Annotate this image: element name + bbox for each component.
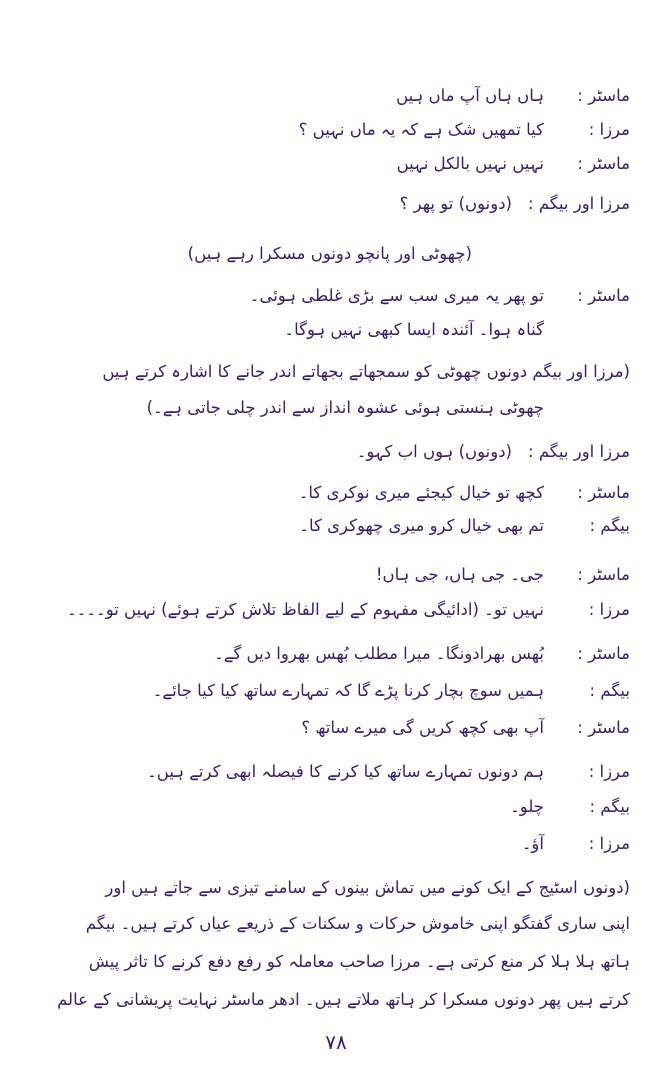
stage-direction: (چھوٹی اور پانچو دونوں مسکرا رہے ہیں) bbox=[187, 244, 472, 263]
speaker-label: مرزا : bbox=[588, 120, 630, 139]
speaker-label: مرزا اور بیگم : bbox=[528, 442, 630, 461]
dialogue-line: تم بھی خیال کرو میری چھوکری کا۔ bbox=[299, 516, 544, 535]
speaker-label: بیگم : bbox=[589, 797, 630, 816]
stage-direction: کرتے ہیں پھر دونوں مسکرا کر ہاتھ ملاتے ہیں۔ ادھر ماسٹر نہایت پریشانی کے عالم bbox=[57, 990, 630, 1009]
dialogue-line: (دونوں) ہوں اب کہو۔ bbox=[356, 442, 512, 461]
stage-direction: چھوٹی ہنستی ہوئی عشوہ انداز سے اندر چلی جاتی ہے۔) bbox=[146, 398, 544, 417]
dialogue-line: چلو۔ bbox=[510, 797, 544, 816]
dialogue-line: نہیں تو۔ (ادائیگی مفہوم کے لیے الفاظ تلاش کرتے ہوئے) نہیں تو۔۔۔۔ bbox=[67, 600, 544, 619]
dialogue-line: تو پھر یہ میری سب سے بڑی غلطی ہوئی۔ bbox=[249, 286, 544, 305]
dialogue-line: ہم دونوں تمہارے ساتھ کیا کرنے کا فیصلہ ابھی کرتے ہیں۔ bbox=[147, 762, 544, 781]
dialogue-line: گناہ ہوا۔ آئندہ ایسا کبھی نہیں ہوگا۔ bbox=[284, 320, 544, 339]
page-number: ۷۸ bbox=[325, 1030, 347, 1054]
dialogue-line: (دونوں) تو پھر ؟ bbox=[399, 194, 512, 213]
dialogue-line: نہیں نہیں بالکل نہیں bbox=[396, 154, 544, 173]
speaker-label: ماسٹر : bbox=[577, 644, 630, 663]
speaker-label: ماسٹر : bbox=[577, 286, 630, 305]
dialogue-line: کیا تمھیں شک ہے کہ یہ ماں نہیں ؟ bbox=[298, 120, 544, 139]
stage-direction: (دونوں اسٹیج کے ایک کونے میں تماش بینوں کے سامنے تیزی سے جاتے ہیں اور bbox=[105, 878, 630, 897]
speaker-label: مرزا : bbox=[588, 600, 630, 619]
speaker-label: ماسٹر : bbox=[577, 483, 630, 502]
stage-direction: (مرزا اور بیگم دونوں چھوٹی کو سمجھاتے بجھاتے اندر جانے کا اشارہ کرتے ہیں bbox=[102, 362, 630, 381]
stage-direction: اپنی ساری گفتگو اپنی خاموش حرکات و سکنات کے ذریعے عیاں کرتے ہیں۔ بیگم bbox=[85, 914, 630, 933]
stage-direction: ہاتھ ہلا ہلا کر منع کرتی ہے۔ مرزا صاحب معاملہ کو رفع دفع کرنے کا تاثر پیش bbox=[88, 952, 630, 971]
dialogue-line: آؤ۔ bbox=[521, 834, 544, 853]
dialogue-line: بُھس بھرادونگا۔ میرا مطلب بُھس بھروا دیں گے۔ bbox=[214, 644, 544, 663]
speaker-label: مرزا اور بیگم : bbox=[528, 194, 630, 213]
dialogue-line: آپ بھی کچھ کریں گی میرے ساتھ ؟ bbox=[301, 718, 544, 737]
speaker-label: ماسٹر : bbox=[577, 154, 630, 173]
dialogue-line: کچھ تو خیال کیجئے میری نوکری کا۔ bbox=[298, 483, 544, 502]
speaker-label: ماسٹر : bbox=[577, 718, 630, 737]
speaker-label: ماسٹر : bbox=[577, 86, 630, 105]
dialogue-line: جی۔ جی ہاں، جی ہاں! bbox=[375, 565, 544, 584]
dialogue-line: ہاں ہاں آپ ماں ہیں bbox=[396, 86, 544, 105]
speaker-label: بیگم : bbox=[589, 681, 630, 700]
speaker-label: بیگم : bbox=[589, 516, 630, 535]
speaker-label: ماسٹر : bbox=[577, 565, 630, 584]
speaker-label: مرزا : bbox=[588, 834, 630, 853]
dialogue-line: ہمیں سوچ بچار کرنا پڑے گا کہ تمہارے ساتھ کیا کیا جائے۔ bbox=[152, 681, 544, 700]
speaker-label: مرزا : bbox=[588, 762, 630, 781]
